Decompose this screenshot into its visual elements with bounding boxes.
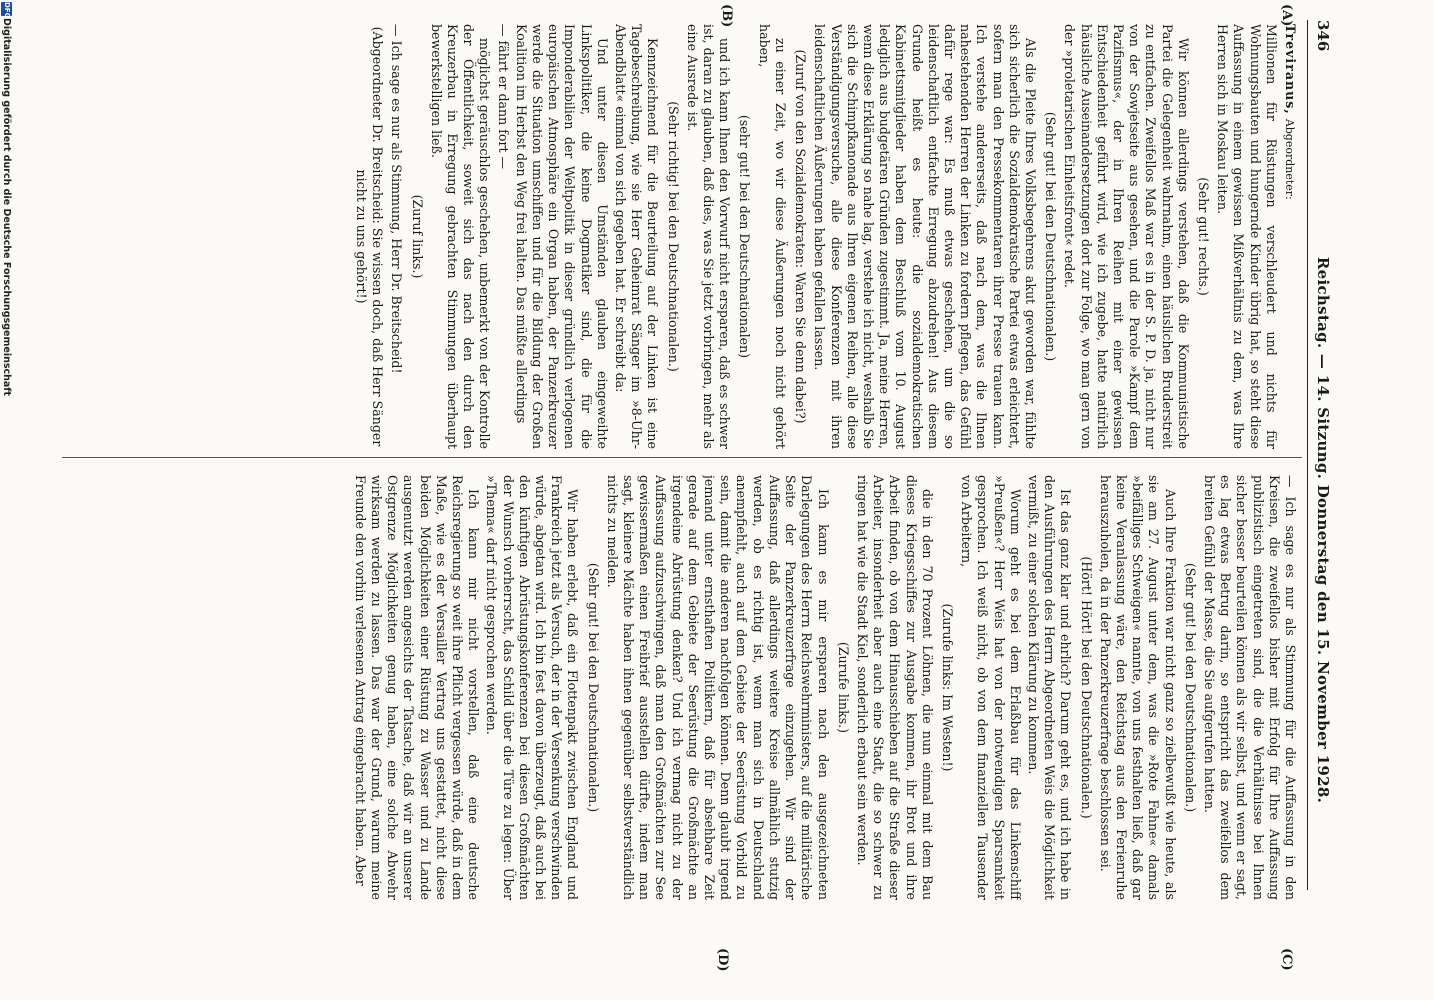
- paragraph: — Ich sage es nur als Stimmung für die Auffassung in den Kreisen, die zweifellos bisher mit Erfolg für Ihre Auffassung publizistisch eingetreten sind, die die Verhältnisse bei Ihnen sicher besser beurteilen können als wir selbst, und wenn er sagt, es lag etwas Betrug darin, so entspricht das zweifellos dem breiten Gefühl der Masse, die Sie aufgerufen hatten.: [1201, 475, 1298, 900]
- page-header: [1307, 20, 1334, 890]
- interjection: (Zuruf links.): [409, 194, 425, 279]
- paragraph: Auch Ihre Fraktion war nicht ganz so zielbewußt wie heute, als sie am 27. August unter dem, was die »Rote Fahne« damals »beifälliges Schweigen« nannte, von uns festhalten ließ, daß gar keine Veranlassung wäre, den Reichstag aus den Ferienruhe herauszuholen, da in der Panzerkreuzerfrage beschlossen sei.: [1097, 475, 1178, 900]
- interjection: (Sehr gut! bei den Deutschnationalen.): [1043, 111, 1059, 362]
- paragraph: Ich kann mir nicht vorstellen, daß eine deutsche Reichsregierung so weit ihre Pflicht vergessen würde, daß in dem Maße, wie es der Versailler Vertrag uns gestattet, nicht diese beiden Möglichkeiten einer Rüstung zu Wasser und zu Lande ausgenutzt werden angesichts der Tatsache, daß wir an unserer Ostgrenze Möglichkeiten genug haben, eine solche Abwehr wirksam werden zu lassen. Das war der Grund, warum meine Freunde den vorhin verlesenen Antrag eingebracht haben. Aber: [352, 475, 482, 900]
- running-title: Reichstag. — 14. Sitzung. Donnerstag den 15. November 1928.: [1314, 256, 1332, 804]
- margin-marker-d: (D): [715, 948, 730, 972]
- paragraph: Kennzeichnend für die Beurteilung auf der Linken ist eine Tagebeschreibung, wie sie Herr Geheimrat Sänger im »8-Uhr-Abendblatt« einmal von sich gegeben hat. Er schreibt da:: [613, 24, 661, 449]
- paragraph: Ist das ganz klar und ehrlich? Darum geht es, und ich habe in den Ausführungen des Herrn Abgeordneten Weis die Möglichkeit vermißt, zu einer solchen Klärung zu kommen.: [1025, 475, 1074, 900]
- paragraph: möglichst geräuschlos geschehen, unbemerkt von der Kontrolle der Öffentlichkeit, soweit sich das nach den durch den Kreuzerbau in Erregung gebrachten Stimmungen überhaupt bewerkstelligen ließ.: [428, 24, 493, 449]
- digitization-footer: [0, 0, 12, 1000]
- speaker-role: Abgeordneter:: [1283, 118, 1296, 200]
- paragraph: Wir haben erlebt, daß ein Flottenpakt zwischen England und Frankreich jetzt als Versuch, der in der Versenkung verschwinden würde, abgetan wird. Ich bin fest davon überzeugt, daß auch bei den künftigen Abrüstungskonferenzen bei diesen Großmächten der Wunsch vorherrscht, das Schild über die Türe zu legen: Über »Thema« darf nicht gesprochen werden.: [484, 475, 581, 900]
- margin-marker-b: (B): [719, 4, 734, 28]
- paragraph: die in den 70 Prozent Löhnen, die nun einmal mit dem Bau dieses Kriegsschiffes zur Ausgabe kommen, ihr Brot und ihre Arbeit finden, ob von dem Hinausschieben auf die Straße dieser Arbeiter, insonderheit aber auch eine Stadt, die so schwer zu ringen hat wie die Stadt Kiel, sonderlich erbaut sein werden.: [854, 475, 935, 900]
- paragraph: — fährt er dann fort —: [495, 24, 511, 170]
- paragraph: Als die Pleite Ihres Volksbegehrens akut geworden war, fühlte sich sicherlich die Sozialdemokratische Partei etwas erleichtert, sofern man den Pressekommentaren ihrer Presse trauen kann. Ich verstehe andererseits, daß nach dem, was die Ihnen nahestehenden Herren der Linken zu fordern pflegen, das Gefühl dafür rege war: Es muß etwas geschehen, um die so leidenschaftlich entfachte Erregung abzudrehen! Aus diesem Grunde heißt es heute: die sozialdemokratischen Kabinettsmitglieder haben dem Beschluß vom 10. August lediglich aus budgetären Gründen zugestimmt. Ja, meine Herren, wenn diese Erklärung so nahe lag, verstehe ich nicht, weshalb Sie sich die Schimpfkanonade aus Ihren eigenen Reihen, alle diese Verständigungsversuche, alle diese Konferenzen mit ihren leidenschaftlichen Äußerungen haben gefallen lassen.: [812, 24, 1038, 449]
- interjection: (Sehr gut! bei den Deutschnationalen.): [1182, 562, 1198, 813]
- paragraph: zu einer Zeit, wo wir diese Äußerungen noch nicht gehört haben,: [756, 24, 788, 449]
- interjection: (Zuruf von den Sozialdemokraten: Waren Sie denn dabei?): [793, 49, 809, 424]
- margin-marker-a: (A): [1279, 4, 1294, 27]
- paragraph: Millionen für Rüstungen verschleudert und nichts für Wohnungsbauten und hungernde Kinder übrig hat, so steht diese Auffassung in einem gewissen Mißverhältnis zu dem, was Ihre Herren sich in Moskau leiten.: [1215, 24, 1279, 449]
- interjection: (Abgeordneter Dr. Breitscheid: Sie wissen doch, daß Herr Sänger nicht zu uns gehört!): [354, 26, 386, 447]
- margin-marker-c: (C): [1279, 948, 1294, 971]
- interjection: (Sehr gut! bei den Deutschnationalen.): [585, 562, 601, 813]
- paragraph: — Ich sage es nur als Stimmung, Herr Dr. Breitscheid!: [389, 24, 405, 374]
- interjection: (Zurufe links: Im Westen!): [939, 603, 955, 772]
- left-column: [48, 24, 1298, 449]
- speaker-name: Treviranus,: [1283, 24, 1298, 115]
- paragraph: Ich kann es mir ersparen nach den ausgezeichneten Darlegungen des Herrn Reichswehrministers, auf die militärische Seite der Panzerkreuzerfrage einzugehen. Wir sind der Auffassung, daß allerdings weitere Kreise allmählich stutzig werden, ob es richtig ist, wenn man sich in Deutschland anempfiehlt, auch auf dem Gebiete der Seerüstung Vorbild zu sein, damit die anderen nachfolgen können. Denn glaubt irgend jemand unter ernsthaften Politikern, daß für absehbare Zeit gerade auf dem Gebiete der Seerüstung die Großmächte an irgendeine Abrüstung denken? Und ich vermag nicht zu der Auffassung aufzuschwingen, daß man den Großmächten zur See gewissermaßen einen Freibrief ausstellen dürfte, indem man sagt, kleinere Mächte haben ihnen gegenüber selbstverständlich nichts zu melden.: [604, 475, 831, 900]
- interjection: (Zurufe links.): [835, 641, 851, 734]
- interjection: (Hört! Hört! bei den Deutschnationalen.): [1078, 556, 1094, 819]
- interjection: (Sehr gut! rechts.): [1195, 177, 1211, 296]
- interjection: (Sehr richtig! bei den Deutschnationalen.): [665, 101, 681, 372]
- page-number: 346: [1314, 20, 1332, 52]
- paragraph: Wir können allerdings verstehen, daß die Kommunistische Partei die Gelegenheit wahrnahm, einen häuslichen Bruderstreit zu entfachen. Zweifellos Maß war es in der S. P. D. ja, nicht nur von der Sowjetseite aus gesehen, und die Parole »Kampf dem Pazifismus«, der in Ihren Reihen mit einer gewissen Entschiedenheit geführt wird, wie ich zugebe, hatte natürlich häusliche Auseinandersetzungen dort zur Folge, wo man gern von der »proletarischen Einheitsfront« redet.: [1062, 24, 1191, 449]
- interjection: (sehr gut! bei den Deutschnationalen): [737, 114, 753, 359]
- speaker-line: [1281, 24, 1298, 449]
- dfg-logo-icon: DFG: [3, 2, 11, 19]
- paragraph: und ich kann Ihnen den Vorwurf nicht ersparen, daß es schwer ist, daran zu glauben, daß dies, was Sie jetzt vorbringen, mehr als eine Ausrede ist.: [684, 24, 733, 449]
- column-divider: [62, 457, 1302, 458]
- paragraph: Und unter diesen Umständen glauben eingeweihte Linkspolitiker, die keine Dogmatiker sind, die für die Imponderabilien der Weltpolitik in dieser gründlich verlogenen europäischen Atmosphäre ein Organ haben, der Panzerkreuzer werde die Situation umschiffen und für die Bildung der Großen Koalition im Herbst den Weg frei halten. Das müßte allerdings: [513, 24, 610, 449]
- right-column-text: [352, 475, 1298, 900]
- right-column: [48, 475, 1298, 900]
- footer-credit: Digitalisierung gefördert durch die Deutsche Forschungsgemeinschaft: [1, 18, 12, 396]
- paragraph: Worum geht es bei dem Erlaßbau für das Linkenschiff »Preußen«? Herr Weis hat von der notwendigen Sparsamkeit gesprochen. Ich weiß nicht, ob von dem finanziellen Tausender von Arbeitern,: [959, 475, 1023, 900]
- left-column-text: [353, 24, 1279, 449]
